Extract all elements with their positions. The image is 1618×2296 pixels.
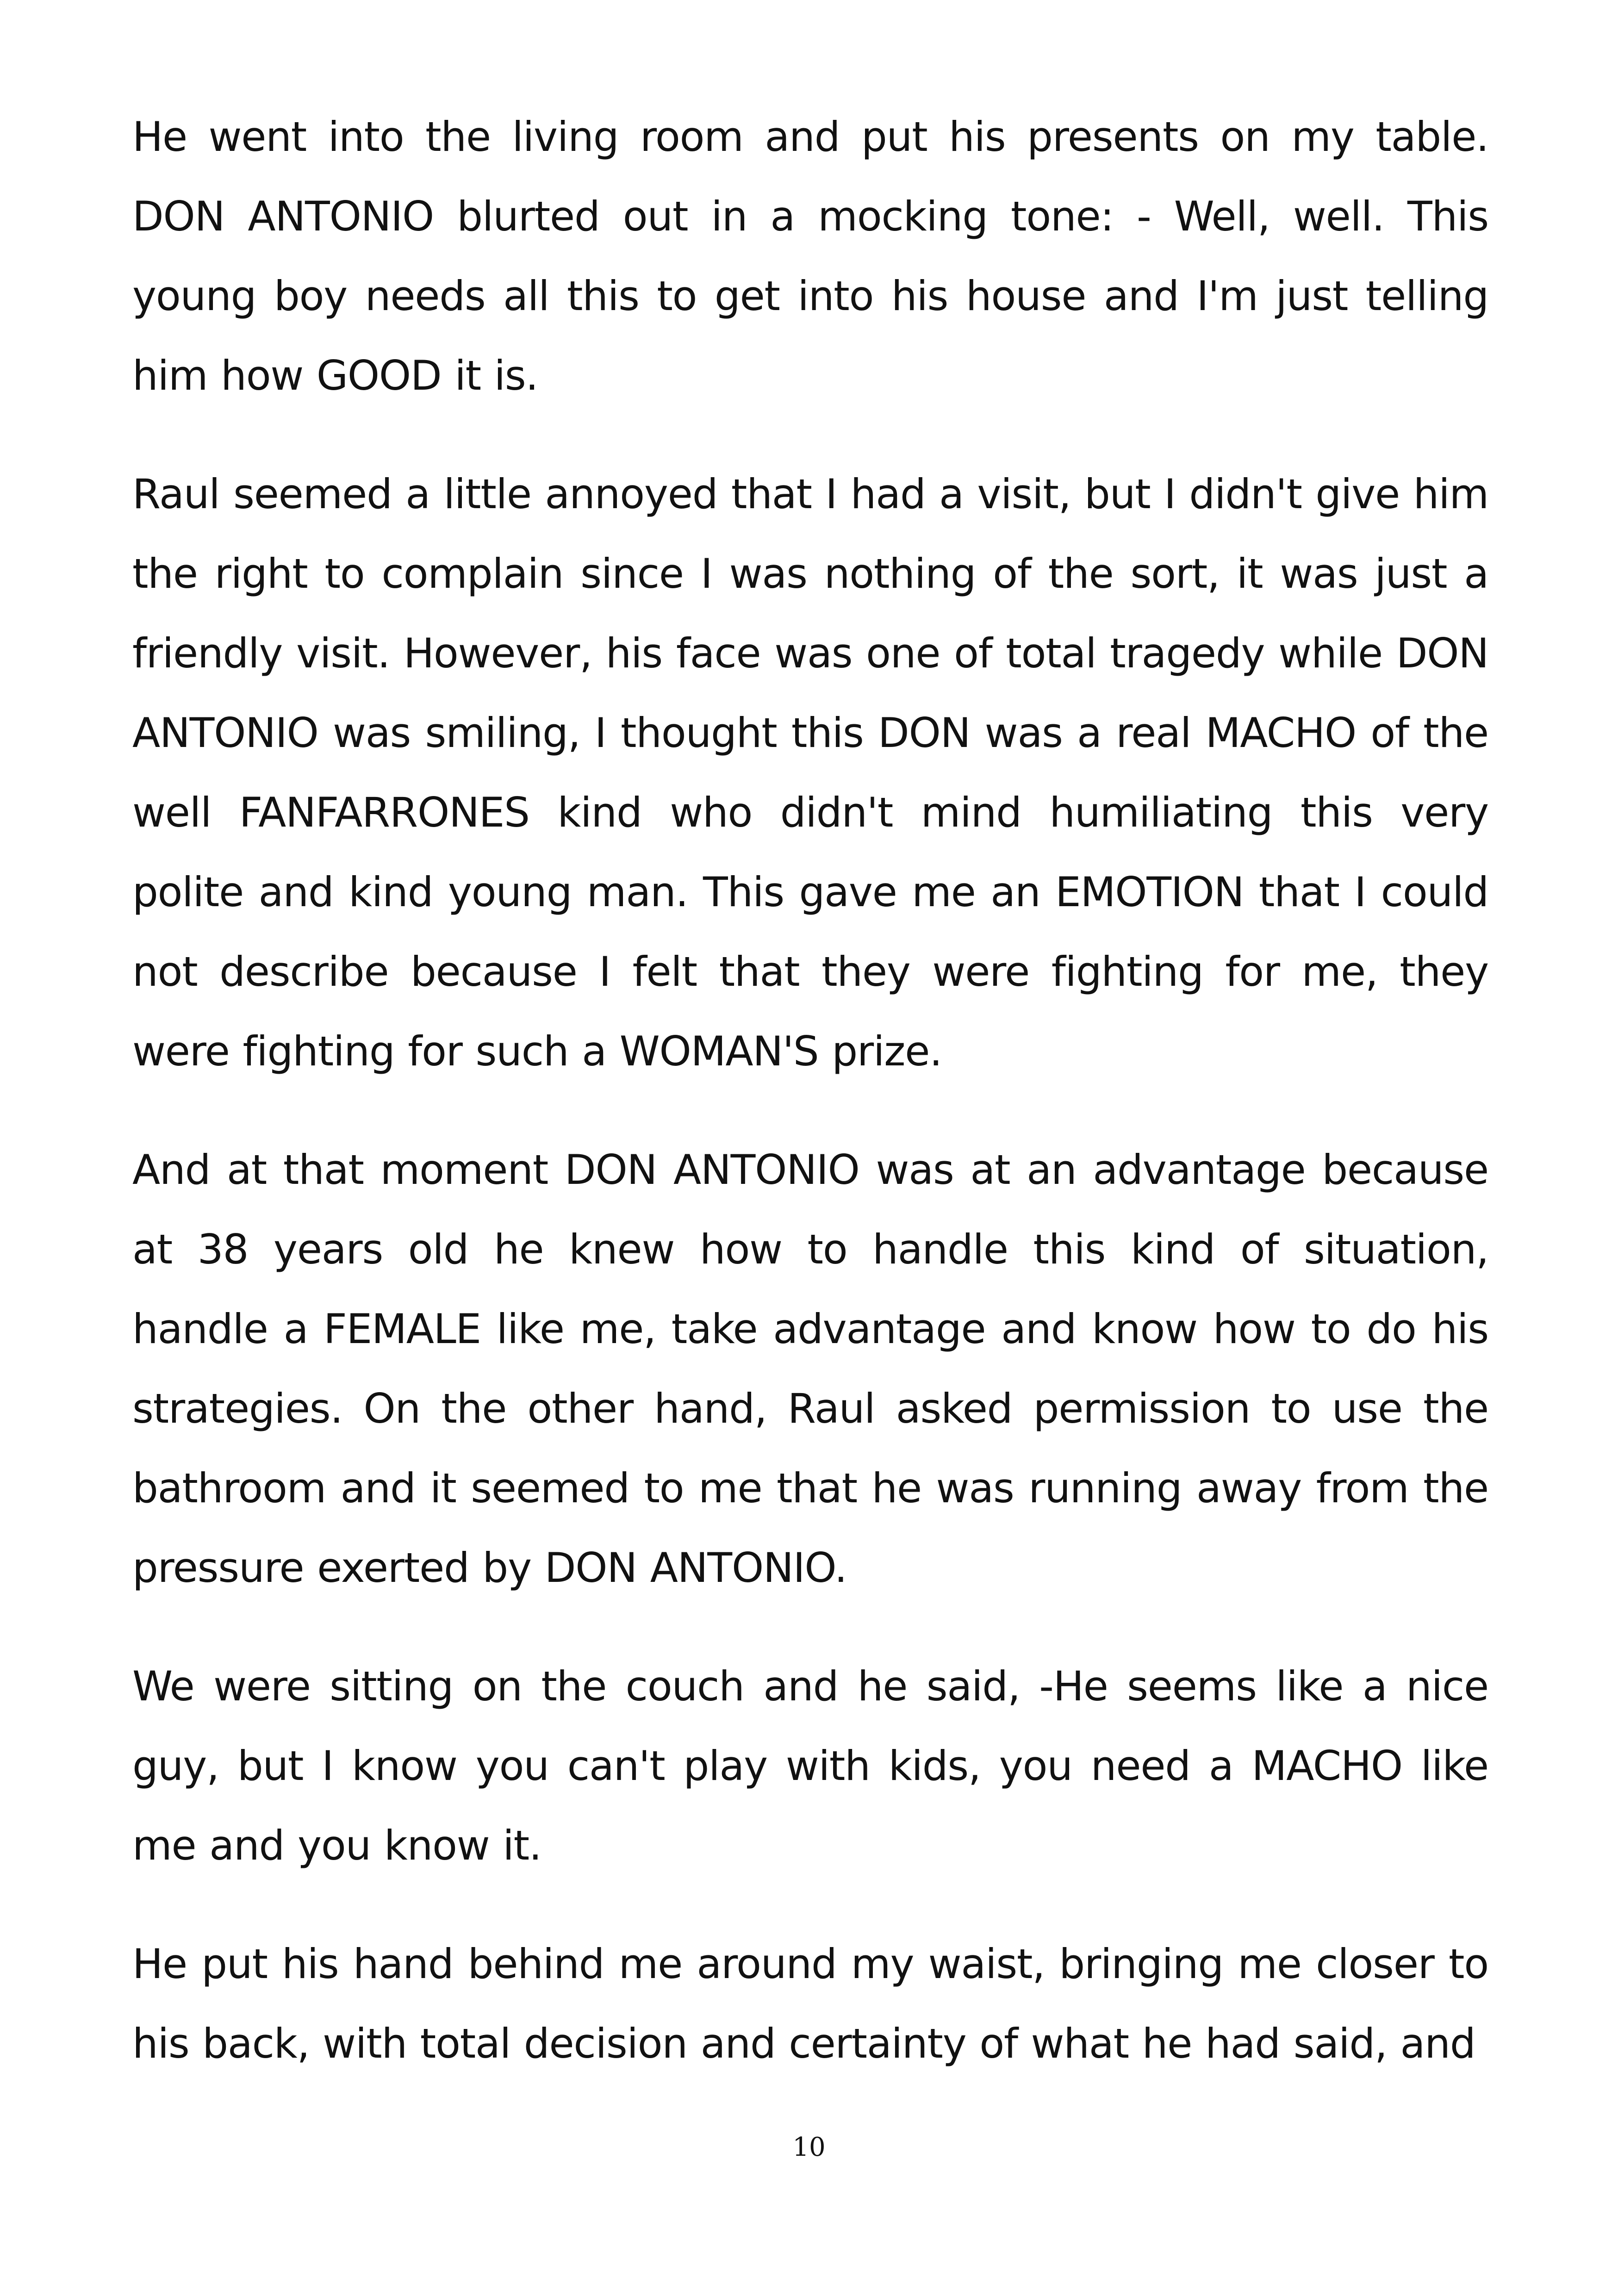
body-text [132,97,1488,2122]
paragraph-3: And at that moment DON ANTONIO was at an advantage because at 38 years old he knew how to handle this kind of situation, handle a FEMALE like me, take advantage and know how to do his strategies. On the other hand, Raul asked permission to use the bathroom and it seemed to me that he was running away from the pressure exerted by DON ANTONIO. [132,1146,1488,1592]
paragraph-1: He went into the living room and put his presents on my table. DON ANTONIO blurted out in a mocking tone: - Well, well. This young boy needs all this to get into his house and I'm just telling him how GOOD it is. [132,113,1488,399]
paragraph-5: He put his hand behind me around my waist, bringing me closer to his back, with total decision and certainty of what he had said, and [132,1940,1488,2067]
paragraph-4: We were sitting on the couch and he said, -He seems like a nice guy, but I know you can't play with kids, you need a MACHO like me and you know it. [132,1662,1488,1869]
paragraph-2: Raul seemed a little annoyed that I had a visit, but I didn't give him the right to complain since I was nothing of the sort, it was just a friendly visit. However, his face was one of total tragedy while DON ANTONIO was smiling, I thought this DON was a real MACHO of the well FANFARRONES kind who didn't mind humiliating this very polite and kind young man. This gave me an EMOTION that I could not describe because I felt that they were fighting for me, they were fighting for such a WOMAN'S prize. [132,470,1488,1075]
page-number: 10 [792,2132,826,2162]
